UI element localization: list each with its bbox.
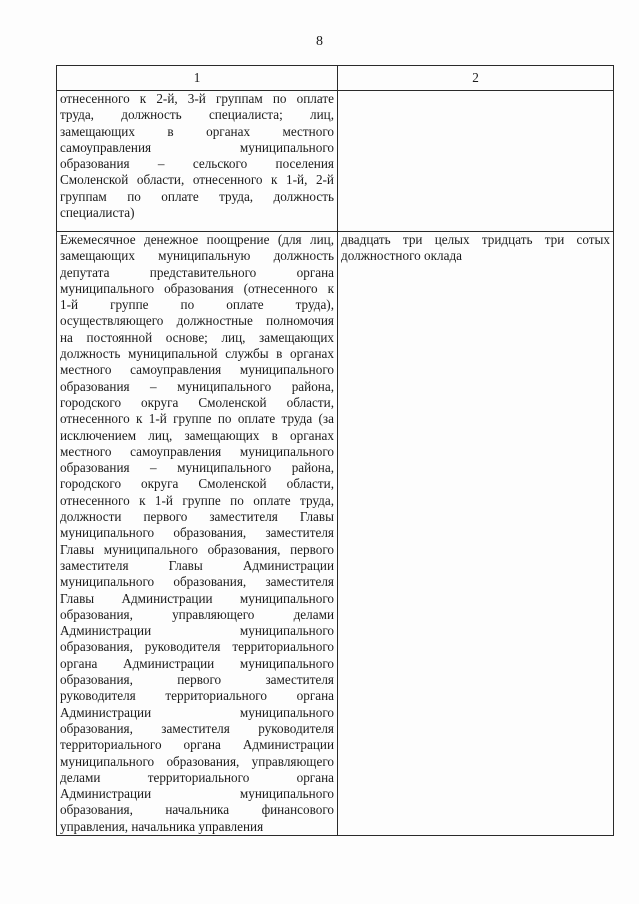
cell-text bbox=[60, 91, 334, 221]
table-header-row bbox=[57, 66, 614, 91]
text-line: городского округа Смоленской области, bbox=[60, 394, 334, 410]
text-line: муниципального образования, управляющего bbox=[60, 753, 334, 769]
text-line: замещающих муниципальную должность bbox=[60, 248, 334, 264]
document-table bbox=[56, 65, 614, 836]
text-line: территориального органа Администрации bbox=[60, 737, 334, 753]
text-line: отнесенного к 1-й группе по оплате труда (за bbox=[60, 411, 334, 427]
cell-text bbox=[341, 232, 610, 265]
text-line: Администрации муниципального bbox=[60, 704, 334, 720]
table-row bbox=[57, 91, 614, 232]
text-line: двадцать три целых тридцать три сотых bbox=[341, 232, 610, 247]
text-line: Смоленской области, отнесенного к 1-й, 2-й bbox=[60, 172, 334, 188]
text-line: должностного оклада bbox=[341, 248, 463, 264]
text-line: труда, должность специалиста; лиц, bbox=[60, 107, 334, 123]
page-number: 8 bbox=[316, 34, 323, 49]
table-row bbox=[57, 232, 614, 836]
text-line: специалиста) bbox=[60, 205, 135, 221]
text-line: городского округа Смоленской области, bbox=[60, 476, 334, 492]
text-line: Главы Администрации муниципального bbox=[60, 590, 334, 606]
text-line: образования, управляющего делами bbox=[60, 606, 334, 622]
table-cell-col1 bbox=[57, 232, 338, 836]
text-line: самоуправления муниципального bbox=[60, 139, 334, 155]
text-line: осуществляющего должностные полномочия bbox=[60, 313, 334, 329]
text-line: образования – сельского поселения bbox=[60, 156, 334, 172]
text-line: муниципального образования, заместителя bbox=[60, 574, 334, 590]
text-line: Главы муниципального образования, первого bbox=[60, 541, 334, 557]
text-line: заместителя Главы Администрации bbox=[60, 557, 334, 573]
text-line: группам по оплате труда, должность bbox=[60, 188, 334, 204]
column-header-1: 1 bbox=[57, 66, 338, 91]
text-line: образования, руководителя территориального bbox=[60, 639, 334, 655]
text-line: на постоянной основе; лиц, замещающих bbox=[60, 329, 334, 345]
column-header-2: 2 bbox=[338, 66, 614, 91]
text-line: должности первого заместителя Главы bbox=[60, 509, 334, 525]
text-line: муниципального образования (отнесенного к bbox=[60, 280, 334, 296]
table-cell-col2 bbox=[338, 232, 614, 836]
text-line: образования, первого заместителя bbox=[60, 672, 334, 688]
text-line: образования, заместителя руководителя bbox=[60, 720, 334, 736]
table-cell-col1 bbox=[57, 91, 338, 232]
text-line: образования – муниципального района, bbox=[60, 378, 334, 394]
text-line: Администрации муниципального bbox=[60, 786, 334, 802]
text-line: должность муниципальной службы в органах bbox=[60, 346, 334, 362]
text-line: образования, начальника финансового bbox=[60, 802, 334, 818]
cell-text bbox=[60, 232, 334, 835]
text-line: делами территориального органа bbox=[60, 769, 334, 785]
text-line: Администрации муниципального bbox=[60, 623, 334, 639]
text-line: местного самоуправления муниципального bbox=[60, 362, 334, 378]
table-cell-col2 bbox=[338, 91, 614, 232]
text-line: замещающих в органах местного bbox=[60, 123, 334, 139]
text-line: муниципального образования, заместителя bbox=[60, 525, 334, 541]
text-line: местного самоуправления муниципального bbox=[60, 443, 334, 459]
text-line: исключением лиц, замещающих в органах bbox=[60, 427, 334, 443]
text-line: 1-й группе по оплате труда), bbox=[60, 297, 334, 313]
text-line: органа Администрации муниципального bbox=[60, 655, 334, 671]
text-line: управления, начальника управления bbox=[60, 818, 264, 834]
text-line: руководителя территориального органа bbox=[60, 688, 334, 704]
text-line: образования – муниципального района, bbox=[60, 460, 334, 476]
text-line: отнесенного к 2-й, 3-й группам по оплате bbox=[60, 91, 334, 106]
text-line: депутата представительного органа bbox=[60, 264, 334, 280]
text-line: отнесенного к 1-й группе по оплате труда, bbox=[60, 492, 334, 508]
text-line: Ежемесячное денежное поощрение (для лиц, bbox=[60, 232, 334, 247]
